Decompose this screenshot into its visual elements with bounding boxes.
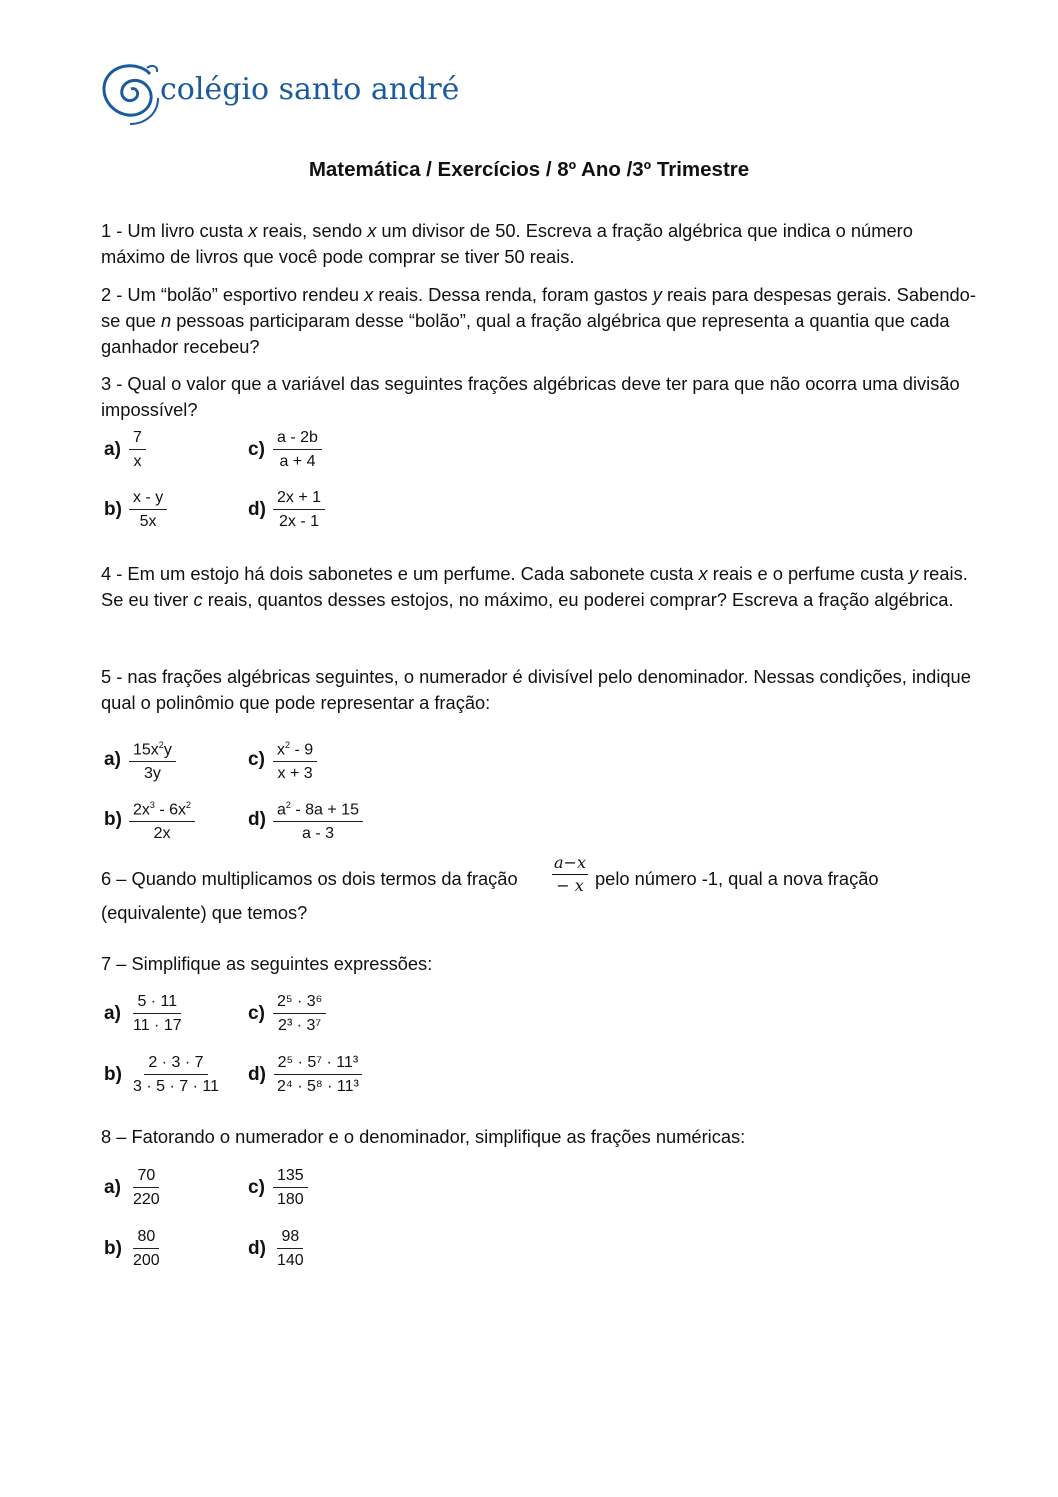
fraction: $\frac{15x^2y}{3y}$: [129, 735, 176, 784]
q5-item-c: c) $\frac{x^2 - 9}{x + 3}$: [248, 735, 317, 784]
question-6-part1: 6 – Quando multiplicamos os dois termos da fração: [101, 868, 518, 889]
q8-item-a: a) $\frac{70}{220}$: [104, 1166, 164, 1210]
page-title: Matemática / Exercícios / 8º Ano /3º Trimestre: [308, 158, 750, 181]
logo-text: colégio santo andré: [160, 72, 460, 107]
q3-item-c: c) $\frac{a - 2b}{a + 4}$: [248, 428, 322, 472]
school-logo: [100, 58, 460, 128]
fraction: $\frac{135}{180}$: [273, 1166, 308, 1210]
q8-item-c: c) $\frac{135}{180}$: [248, 1166, 308, 1210]
question-4: [101, 561, 981, 613]
q3-item-d: d) $\frac{2x + 1}{2x - 1}$: [248, 488, 325, 532]
question-7-text: 7 – Simplifique as seguintes expressões:: [101, 953, 433, 974]
fraction: $\frac{a - 2b}{a + 4}$: [273, 428, 322, 472]
fraction: $\frac{5 \cdot 11}{11 \cdot 17}$: [133, 993, 182, 1034]
fraction: $\frac{98}{140}$: [277, 1228, 304, 1269]
fraction: $\frac{7}{x}$: [129, 428, 146, 472]
question-3-text: 3 - Qual o valor que a variável das seguintes frações algébricas deve ter para que não ocorra uma divisão impossível?: [101, 373, 960, 420]
q5-item-b: b) $\frac{2x^3 - 6x^2}{2x}$: [104, 795, 195, 844]
question-8-text: 8 – Fatorando o numerador e o denominador, simplifique as frações numéricas:: [101, 1126, 746, 1147]
fraction: $\frac{x^2 - 9}{x + 3}$: [273, 735, 317, 784]
q6-fraction: a−x − x: [554, 853, 586, 895]
fraction: $\frac{\text{2⁵ · 5⁷ · 11³}}{\text{2⁴ · 5⁸ · 11³}}$: [273, 1053, 363, 1097]
q7-item-d: d) $\frac{\text{2⁵ · 5⁷ · 11³}}{\text{2⁴ · 5⁸ · 11³}}$: [248, 1053, 363, 1097]
fraction: $\frac{x - y}{5x}$: [129, 488, 167, 532]
question-1-text: 1 - Um livro custa x reais, sendo x um divisor de 50. Escreva a fração algébrica que indica o número máximo de livros que você pode comprar se tiver 50 reais.: [101, 220, 913, 267]
question-5-text: 5 - nas frações algébricas seguintes, o numerador é divisível pelo denominador. Nessas condições, indique qual o polinômio que pode representar a fração:: [101, 666, 971, 713]
question-6-part3: (equivalente) que temos?: [101, 902, 308, 923]
fraction: $\frac{\text{2⁵ · 3⁶}}{\text{2³ · 3⁷}}$: [273, 992, 326, 1036]
question-1: [101, 218, 981, 270]
fraction: $\frac{2x^3 - 6x^2}{2x}$: [129, 795, 195, 844]
q8-item-b: b) $\frac{80}{200}$: [104, 1227, 164, 1271]
question-2-text: 2 - Um “bolão” esportivo rendeu x reais. Dessa renda, foram gastos y reais para despesas gerais. Sabendo-se que n pessoas participaram desse “bolão”, qual a fração algébrica que representa a quantia que cada ganhador recebeu?: [101, 284, 976, 357]
q7-item-b: b) $\frac{2 \cdot 3 \cdot 7}{3 \cdot 5 \cdot 7 \cdot 11}$: [104, 1053, 223, 1097]
question-5: [101, 664, 981, 716]
q7-item-c: c) $\frac{\text{2⁵ · 3⁶}}{\text{2³ · 3⁷}}$: [248, 992, 326, 1036]
question-4-text: 4 - Em um estojo há dois sabonetes e um perfume. Cada sabonete custa x reais e o perfume custa y reais. Se eu tiver c reais, quantos desses estojos, no máximo, eu poderei comprar? Escreva a fração algébrica.: [101, 563, 968, 610]
question-2: [101, 282, 981, 360]
question-7: [101, 951, 981, 977]
fraction: $\frac{2x + 1}{2x - 1}$: [273, 488, 325, 532]
q3-item-a: a) $\frac{7}{x}$: [104, 428, 146, 472]
question-8: [101, 1124, 981, 1150]
q5-item-d: d) $\frac{a^2 - 8a + 15}{a - 3}$: [248, 795, 363, 844]
q3-item-b: b) $\frac{x - y}{5x}$: [104, 488, 167, 532]
fraction: $\frac{70}{220}$: [133, 1167, 160, 1208]
question-3: [101, 371, 981, 423]
q7-item-a: a) $\frac{5 \cdot 11}{11 \cdot 17}$: [104, 992, 186, 1036]
fraction: $\frac{80}{200}$: [133, 1228, 160, 1269]
question-6-part2: [595, 866, 975, 892]
fraction: $\frac{a^2 - 8a + 15}{a - 3}$: [273, 795, 363, 844]
swirl-logo-icon: [100, 58, 162, 126]
fraction: $\frac{2 \cdot 3 \cdot 7}{3 \cdot 5 \cdot 7 \cdot 11}$: [133, 1054, 219, 1095]
question-6-text: pelo número -1, qual a nova fração: [595, 868, 879, 889]
q5-item-a: a) $\frac{15x^2y}{3y}$: [104, 735, 176, 784]
q8-item-d: d) $\frac{98}{140}$: [248, 1227, 308, 1271]
